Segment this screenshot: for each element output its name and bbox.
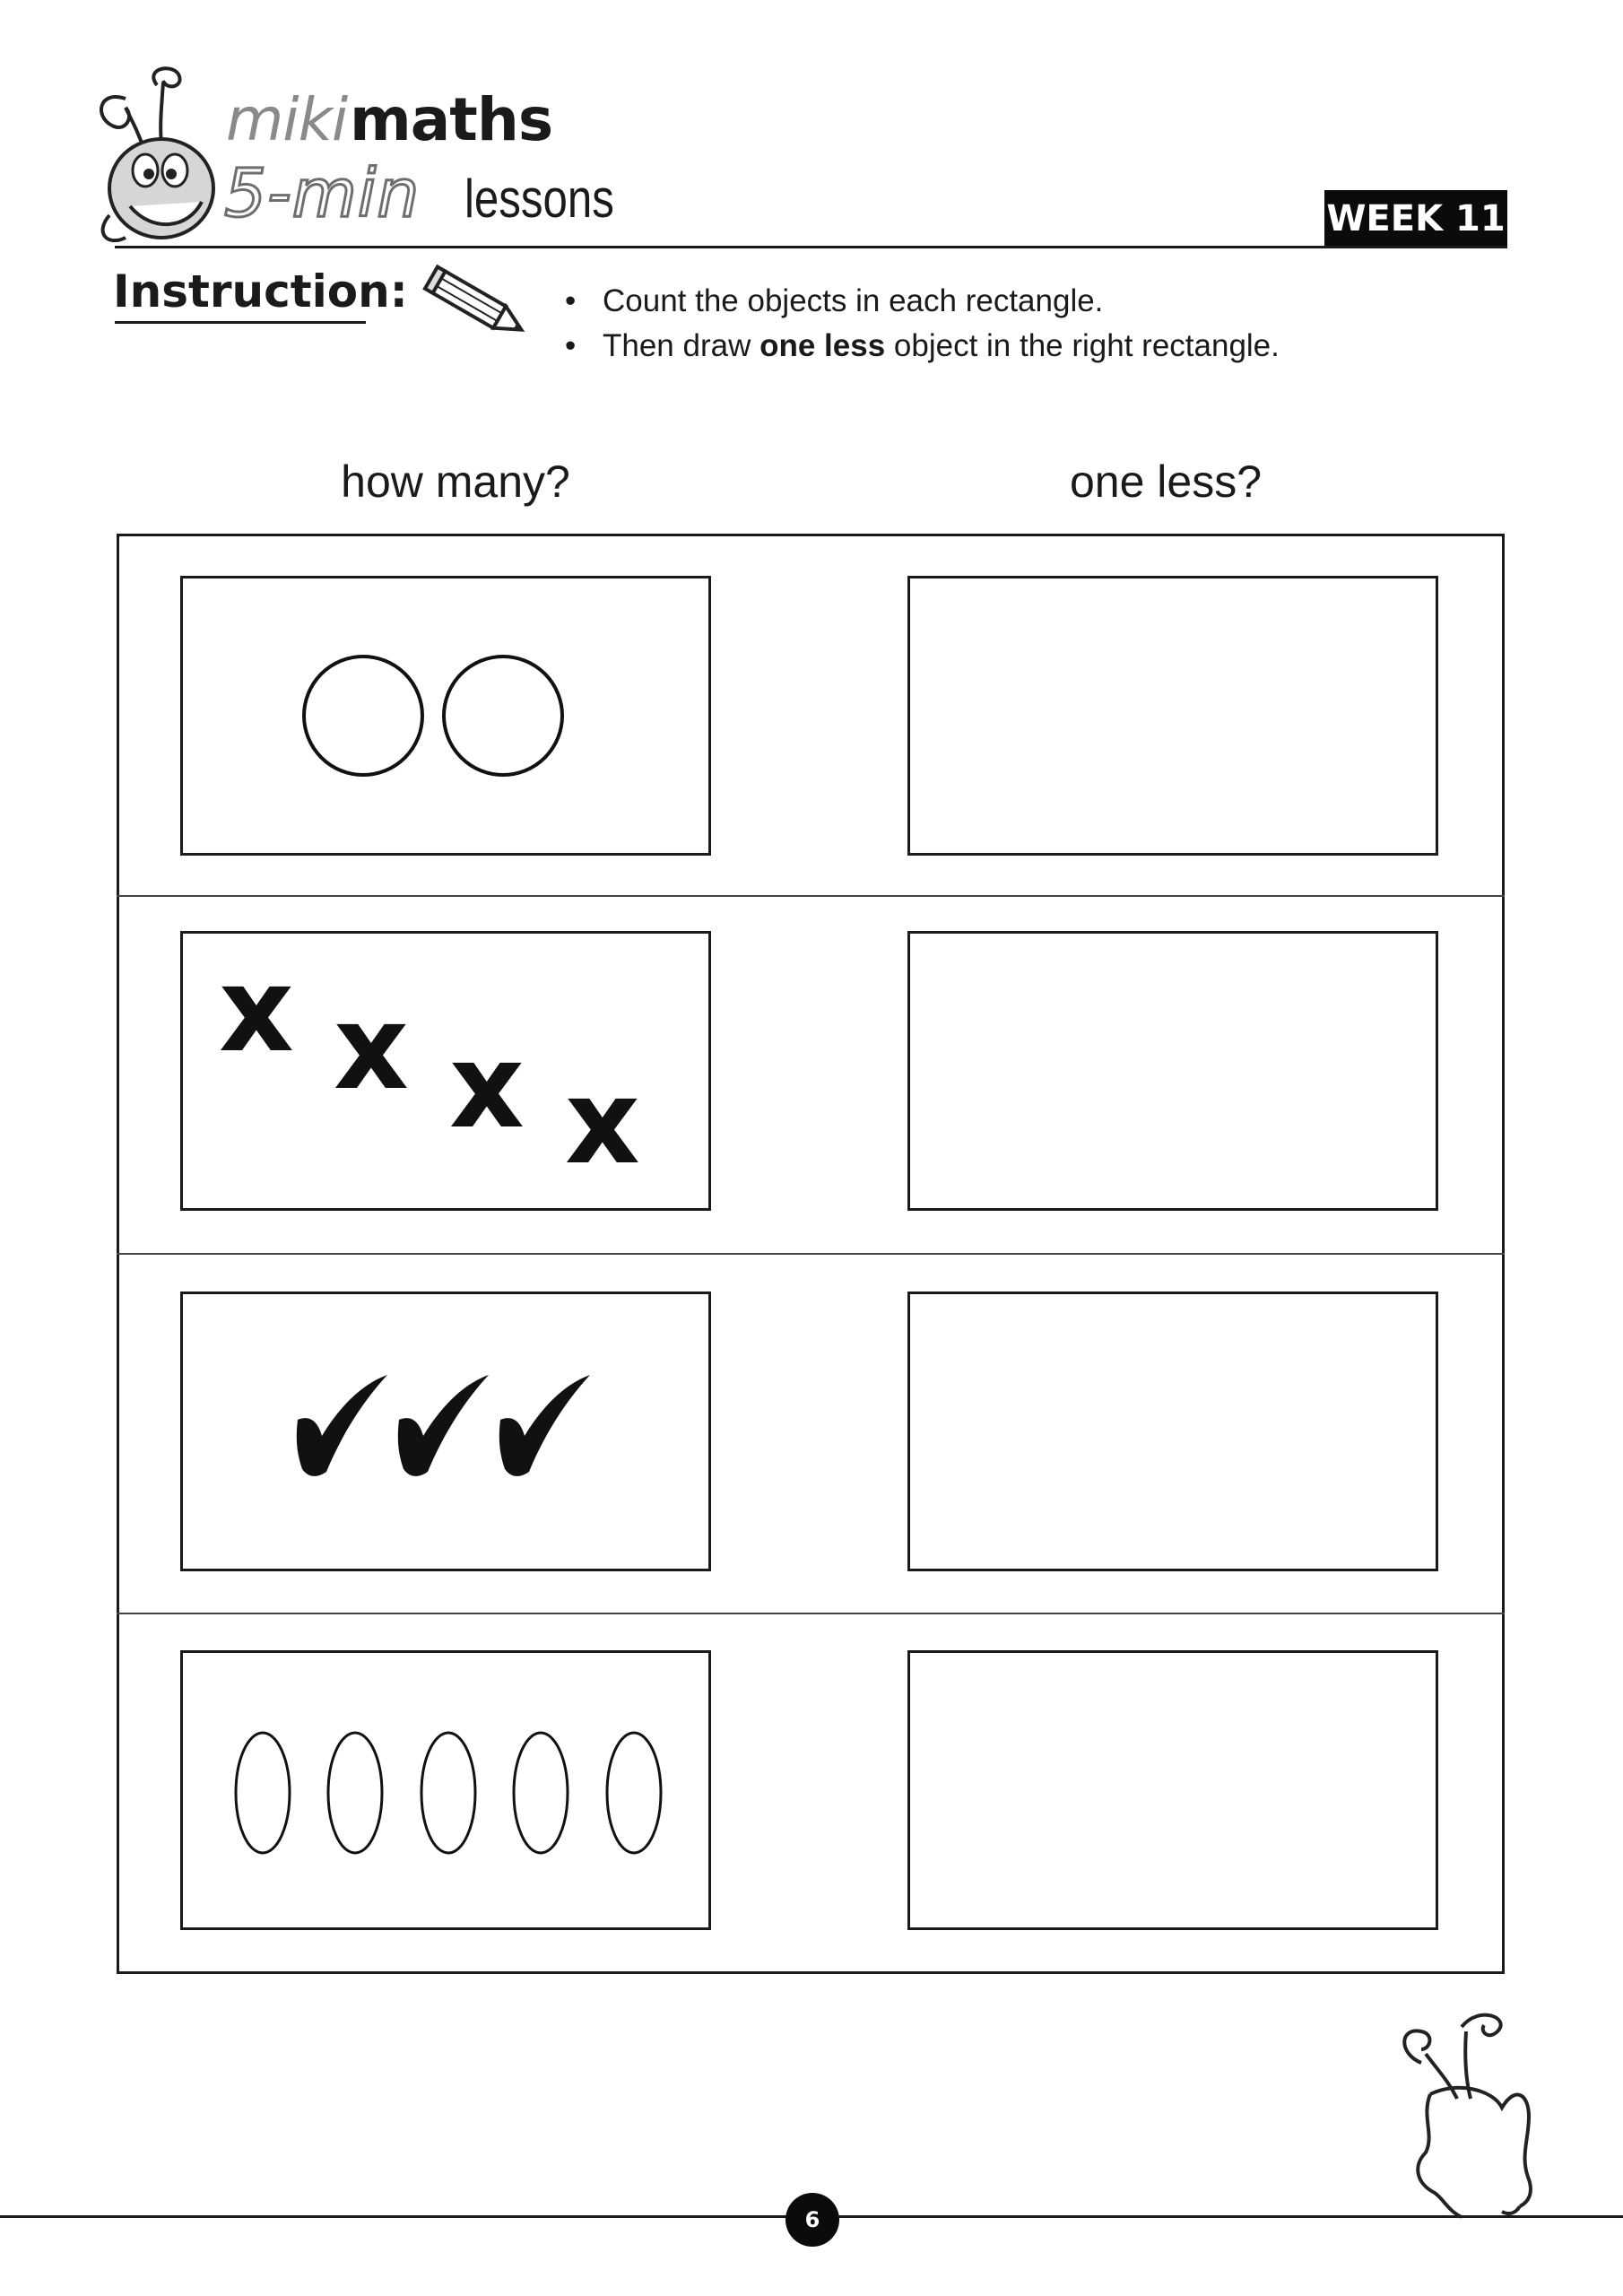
count-box-ticks bbox=[180, 1292, 711, 1571]
instruction-bullet-2-pre: Then draw bbox=[603, 328, 760, 363]
instruction-bullet-2-bold: one less bbox=[759, 328, 886, 363]
column-header-how-many: how many? bbox=[341, 457, 570, 507]
cross-object: x bbox=[565, 1054, 640, 1190]
circle-object bbox=[304, 657, 422, 775]
row-divider bbox=[117, 895, 1505, 897]
cross-object: x bbox=[449, 1018, 525, 1154]
oval-object bbox=[607, 1733, 661, 1853]
row-divider bbox=[117, 1253, 1505, 1255]
count-box-crosses bbox=[180, 931, 711, 1211]
brand-logo bbox=[224, 85, 690, 238]
instruction-bullet-2-post: object in the right rectangle. bbox=[885, 328, 1280, 363]
brand-lessons: lessons bbox=[464, 169, 614, 229]
tick-object bbox=[398, 1375, 489, 1476]
answer-box-3[interactable] bbox=[907, 1292, 1438, 1571]
ant-mascot-icon bbox=[1394, 2009, 1556, 2224]
oval-object bbox=[514, 1733, 568, 1853]
instruction-bullet-1: • Count the objects in each rectangle. bbox=[565, 283, 1104, 318]
header-divider bbox=[115, 246, 1507, 248]
circle-object bbox=[444, 657, 562, 775]
oval-object bbox=[328, 1733, 382, 1853]
answer-box-2[interactable] bbox=[907, 931, 1438, 1211]
cross-object: x bbox=[219, 942, 294, 1078]
instruction-bullet-1-text: Count the objects in each rectangle. bbox=[603, 283, 1104, 318]
count-box-ovals bbox=[180, 1650, 711, 1930]
week-badge: WEEK 11 bbox=[1324, 190, 1507, 248]
tick-object bbox=[297, 1375, 387, 1476]
brand-maths: maths bbox=[350, 85, 553, 154]
brand-5min: 5-min bbox=[224, 155, 421, 232]
answer-box-4[interactable] bbox=[907, 1650, 1438, 1930]
oval-object bbox=[421, 1733, 475, 1853]
instruction-bullet-2: • Then draw one less object in the right rectangle. bbox=[565, 328, 1280, 363]
instruction-heading: Instruction: bbox=[113, 265, 408, 317]
count-box-circles bbox=[180, 576, 711, 856]
answer-box-1[interactable] bbox=[907, 576, 1438, 856]
instruction-underline bbox=[115, 321, 366, 324]
oval-object bbox=[236, 1733, 290, 1853]
row-divider bbox=[117, 1613, 1505, 1614]
ant-mascot-icon bbox=[90, 63, 233, 251]
brand-miki: miki bbox=[226, 85, 348, 154]
column-header-one-less: one less? bbox=[1069, 457, 1263, 507]
tick-object bbox=[499, 1375, 590, 1476]
page-number: 6 bbox=[785, 2193, 839, 2247]
pencil-icon bbox=[421, 262, 538, 352]
cross-object: x bbox=[334, 979, 409, 1116]
